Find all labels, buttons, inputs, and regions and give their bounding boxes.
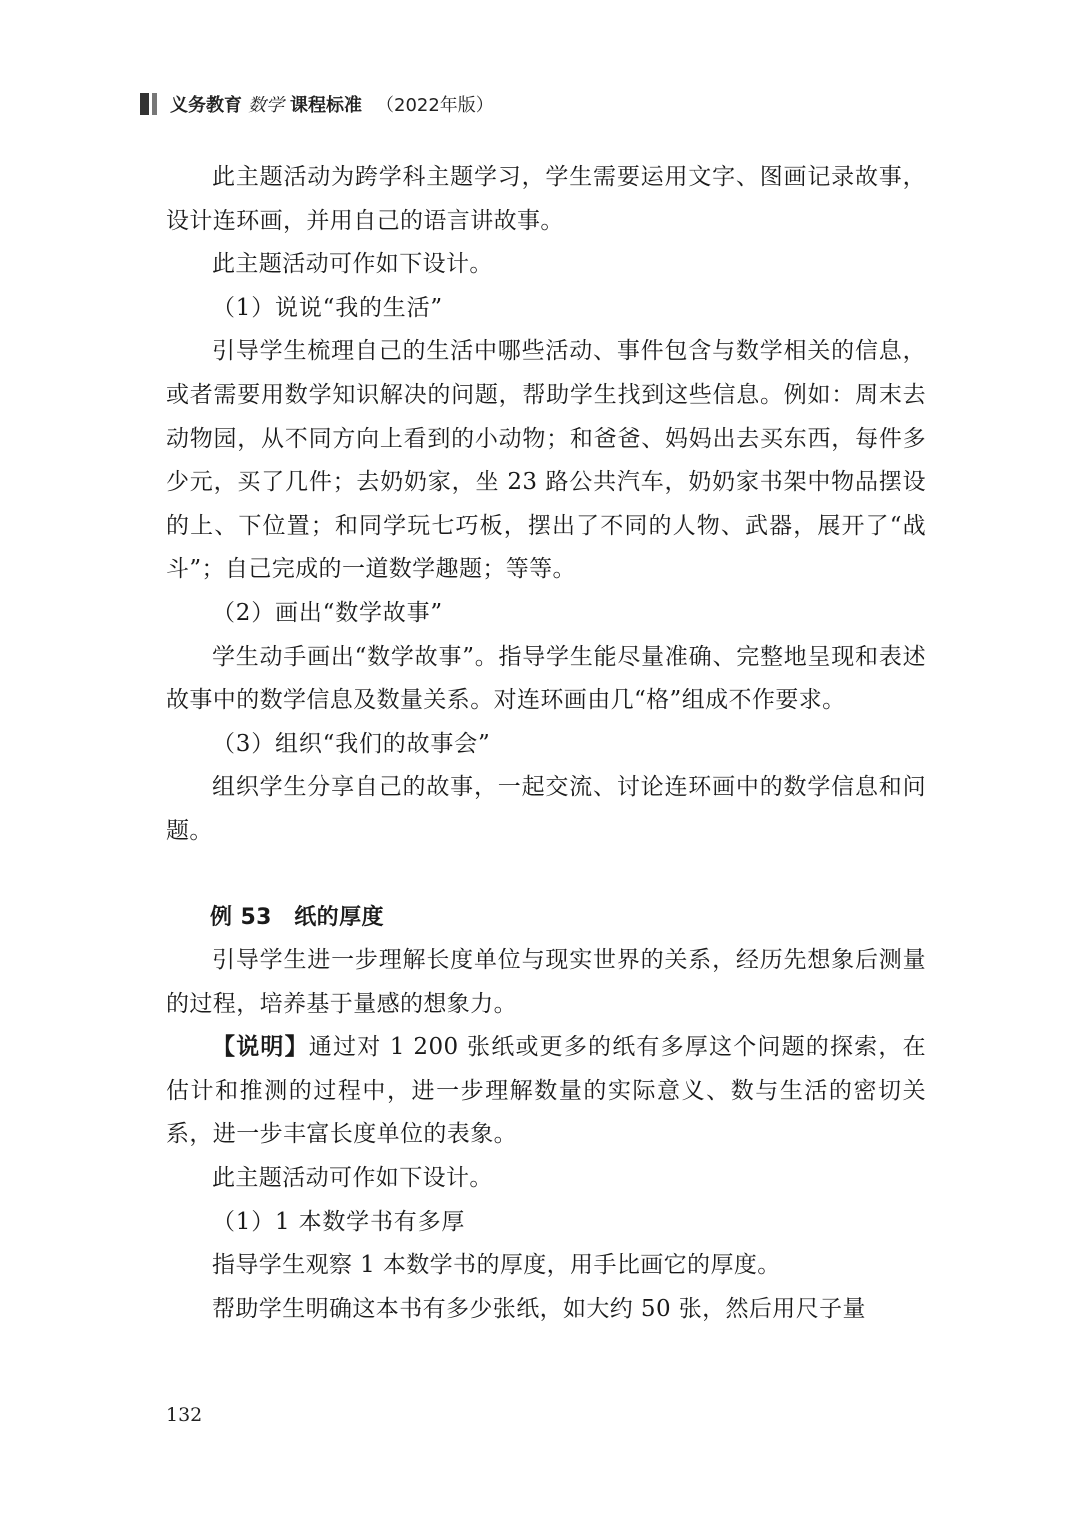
note-text: 通过对 1 200 张纸或更多的纸有多厚这个问题的探索，在估计和推测的过程中，进一步理解数量的实际意义、数与生活的密切关系，进一步丰富长度单位的表象。 (166, 1034, 926, 1148)
paragraph: 此主题活动为跨学科主题学习，学生需要运用文字、图画记录故事，设计连环画，并用自己的语言讲故事。 (166, 164, 926, 234)
running-header (140, 92, 494, 116)
example-note (166, 1026, 926, 1157)
subheading: （1）1 本数学书有多厚 (212, 1208, 466, 1235)
header-subject: 数学 (248, 95, 284, 116)
example-design: 此主题活动可作如下设计。 (212, 1165, 493, 1192)
subheading: （3）组织“我们的故事会” (212, 730, 491, 757)
page-body (166, 156, 926, 1331)
subheading: （1）说说“我的生活” (212, 294, 443, 321)
paragraph: 学生动手画出“数学故事”。指导学生能尽量准确、完整地呈现和表述故事中的数学信息及数量关系。对连环画由几“格”组成不作要求。 (166, 643, 926, 714)
page-number: 132 (166, 1404, 203, 1426)
header-title: 课程标准 (290, 95, 362, 116)
paragraph: 组织学生分享自己的故事，一起交流、讨论连环画中的数学信息和问题。 (166, 774, 926, 844)
header-edition: （2022年版） (376, 95, 494, 116)
paragraph: 引导学生梳理自己的生活中哪些活动、事件包含与数学相关的信息，或者需要用数学知识解决的问题，帮助学生找到这些信息。例如：周末去动物园，从不同方向上看到的小动物；和爸爸、妈妈出去买东西，每件多少元，买了几件；去奶奶家，坐 23 路公共汽车，奶奶家书架中物品摆设的上、下位置；和同学玩七巧板，摆出了不同的人物、武器，展开了“战斗”；自己完成的一道数学趣题；等等。 (166, 338, 926, 583)
note-label: 【说明】 (212, 1034, 309, 1061)
example-intro: 引导学生进一步理解长度单位与现实世界的关系，经历先想象后测量的过程，培养基于量感的想象力。 (166, 947, 926, 1017)
header-series: 义务教育 (170, 95, 242, 116)
subheading: （2）画出“数学故事” (212, 599, 443, 626)
header-bar-icon (140, 93, 160, 115)
paragraph: 此主题活动可作如下设计。 (212, 251, 493, 278)
paragraph: 帮助学生明确这本书有多少张纸，如大约 50 张，然后用尺子量 (212, 1295, 866, 1322)
example-title: 例 53 纸的厚度 (210, 904, 384, 930)
paragraph: 指导学生观察 1 本数学书的厚度，用手比画它的厚度。 (212, 1252, 781, 1279)
